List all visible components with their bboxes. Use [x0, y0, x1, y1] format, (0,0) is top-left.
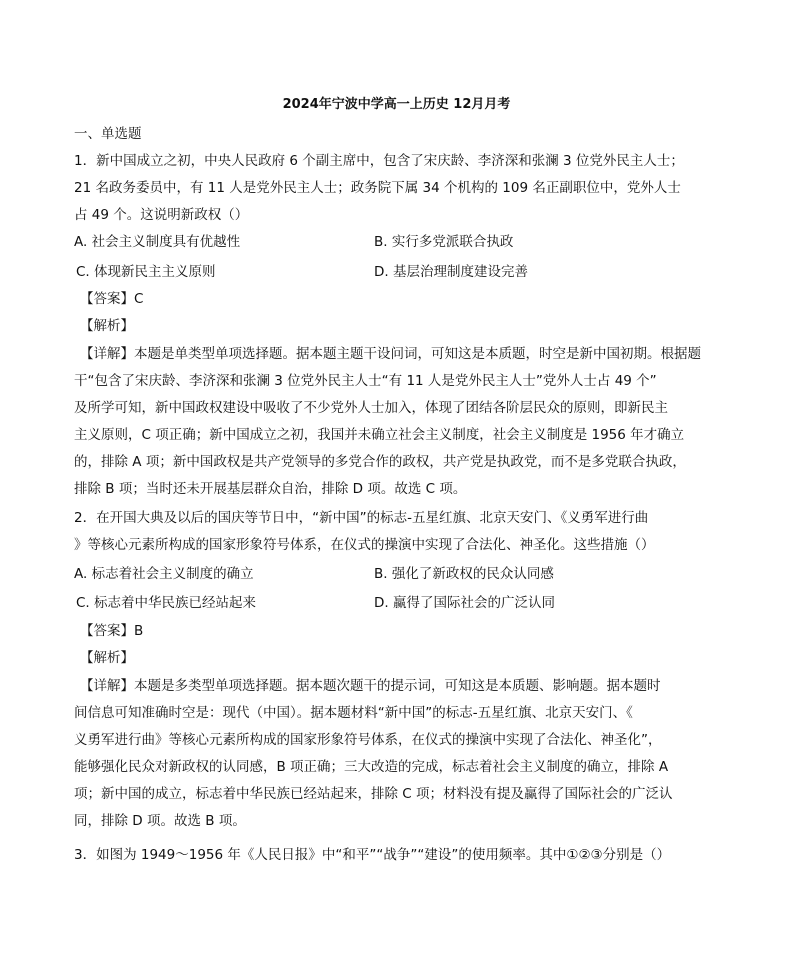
q1-stem-line-2: 21 名政务委员中，有 11 人是党外民主人士；政务院下属 34 个机构的 109 名正副职位中，党外人士 — [74, 180, 681, 196]
q1-stem-line-3: 占 49 个。这说明新政权（） — [74, 207, 249, 223]
q1-detail-line-2: 干“包含了宋庆龄、李济深和张澜 3 位党外民主人士“有 11 人是党外民主人士”党外人士占 49 个” — [74, 373, 657, 389]
q1-detail-line-3: 及所学可知，新中国政权建设中吸收了不少党外人士加入，体现了团结各阶层民众的原则，即新民主 — [74, 400, 668, 416]
q2-detail-line-2: 间信息可知准确时空是：现代（中国）。据本题材料“新中国”的标志-五星红旗、北京天安门、《 — [74, 705, 633, 721]
q2-detail-line-3: 义勇军进行曲》等核心元素所构成的国家形象符号体系，在仪式的操演中实现了合法化、神圣化”， — [74, 732, 662, 748]
q2-analysis-label: 【解析】 — [80, 650, 134, 666]
q2-detail-line-4: 能够强化民众对新政权的认同感，B 项正确；三大改造的完成，标志着社会主义制度的确立，排除 A — [74, 759, 669, 775]
q1-detail-line-5: 的，排除 A 项；新中国政权是共产党领导的多党合作的政权，共产党是执政党，而不是多党联合执政， — [74, 454, 686, 470]
q2-stem-line-1: 2．在开国大典及以后的国庆等节日中，“新中国”的标志-五星红旗、北京天安门、《义勇军进行曲 — [74, 510, 649, 526]
q2-option-d: D. 赢得了国际社会的广泛认同 — [374, 595, 555, 611]
q1-option-d: D. 基层治理制度建设完善 — [374, 264, 528, 280]
q1-option-a: A. 社会主义制度具有优越性 — [74, 234, 241, 250]
q1-option-c: C. 体现新民主主义原则 — [76, 264, 216, 280]
q1-stem-line-1: 1．新中国成立之初，中央人民政府 6 个副主席中，包含了宋庆龄、李济深和张澜 3 位党外民主人士； — [74, 153, 684, 169]
q1-analysis-label: 【解析】 — [80, 318, 134, 334]
q2-detail-line-6: 同，排除 D 项。故选 B 项。 — [74, 813, 246, 829]
q1-detail-line-4: 主义原则，C 项正确；新中国成立之初，我国并未确立社会主义制度，社会主义制度是 1956 年才确立 — [74, 427, 685, 443]
q2-option-c: C. 标志着中华民族已经站起来 — [76, 595, 257, 611]
q2-option-a: A. 标志着社会主义制度的确立 — [74, 566, 254, 582]
q2-answer: 【答案】B — [80, 623, 144, 639]
q1-detail-line-6: 排除 B 项；当时还未开展基层群众自治，排除 D 项。故选 C 项。 — [74, 481, 467, 497]
q1-option-b: B. 实行多党派联合执政 — [374, 234, 514, 250]
section-heading: 一、单选题 — [74, 126, 142, 142]
q1-answer: 【答案】C — [80, 291, 144, 307]
exam-title: 2024年宁波中学高一上历史 12月月考 — [282, 97, 511, 112]
q1-detail-line-1: 【详解】本题是单类型单项选择题。据本题主题干设问词，可知这是本质题，时空是新中国初期。根据题 — [80, 346, 701, 362]
q2-detail-line-5: 项；新中国的成立，标志着中华民族已经站起来，排除 C 项；材料没有提及赢得了国际社会的广泛认 — [74, 786, 673, 802]
q3-stem-line-1: 3．如图为 1949～1956 年《人民日报》中“和平”“战争”“建设”的使用频率。其中①②③分别是（） — [74, 847, 671, 863]
q2-stem-line-2: 》等核心元素所构成的国家形象符号体系，在仪式的操演中实现了合法化、神圣化。这些措施（） — [74, 537, 655, 553]
q2-detail-line-1: 【详解】本题是多类型单项选择题。据本题次题干的提示词，可知这是本质题、影响题。据本题时 — [80, 678, 661, 694]
q2-option-b: B. 强化了新政权的民众认同感 — [374, 566, 554, 582]
